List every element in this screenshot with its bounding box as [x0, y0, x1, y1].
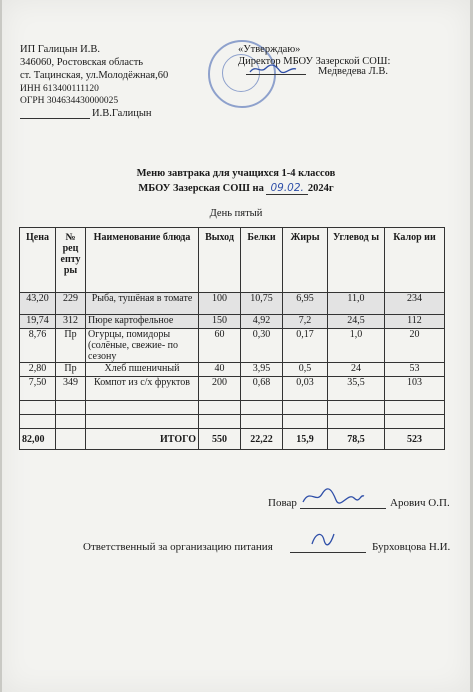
responsible-label: Ответственный за организацию питания — [83, 541, 273, 553]
supplier-signature: И.В.Галицын — [92, 108, 152, 119]
table-row: 43,20 229 Рыба, тушёная в томате 100 10,75 6,95 11,0 234 — [20, 293, 445, 315]
cook-name: Арович О.П. — [390, 497, 450, 509]
supplier-ogrn: ОГРН 304634430000025 — [20, 96, 119, 106]
header-calories: Калор ии — [385, 228, 445, 293]
responsible-name: Бурховцова Н.И. — [372, 541, 451, 553]
table-row: 8,76 Пр Огурцы, помидоры (солёные, свежие- по сезону 60 0,30 0,17 1,0 20 — [20, 329, 445, 363]
supplier-name: ИП Галицын И.В. — [20, 44, 100, 55]
header-fat: Жиры — [283, 228, 328, 293]
approval-name: Медведева Л.В. — [318, 66, 388, 77]
supplier-postal: 346060, Ростовская область — [20, 57, 144, 68]
menu-date: 09.02. — [266, 182, 307, 195]
menu-title: Меню завтрака для учащихся 1-4 классов — [136, 168, 336, 179]
document-sheet — [2, 0, 470, 692]
table-row: 2,80 Пр Хлеб пшеничный 40 3,95 0,5 24 53 — [20, 363, 445, 377]
table-row: 19,74 312 Пюре картофельное 150 4,92 7,2 24,5 112 — [20, 315, 445, 329]
header-portion: Выход — [199, 228, 241, 293]
header-recipe: № рец епту ры — [56, 228, 86, 293]
menu-day: День пятый — [209, 208, 263, 219]
header-carbs: Углевод ы — [328, 228, 385, 293]
header-dish: Наименование блюда — [86, 228, 199, 293]
responsible-signature — [308, 528, 338, 550]
supplier-signature-line — [20, 118, 90, 119]
table-total-row: 82,00 ИТОГО 550 22,22 15,9 78,5 523 — [20, 429, 445, 450]
approval-position: Директор МБОУ Зазерской СОШ: — [238, 56, 391, 67]
header-protein: Белки — [241, 228, 283, 293]
approval-label: «Утверждаю» — [238, 44, 301, 55]
cook-signature — [300, 486, 366, 508]
menu-table — [19, 227, 445, 450]
menu-subtitle: МБОУ Зазерская СОШ на 09.02. 2024г — [138, 182, 334, 194]
table-header-row — [20, 228, 445, 293]
table-row-empty — [20, 401, 445, 415]
table-row: 7,50 349 Компот из с/х фруктов 200 0,68 0,03 35,5 103 — [20, 377, 445, 401]
cook-label: Повар — [268, 497, 297, 509]
supplier-inn: ИНН 613400111120 — [20, 84, 99, 94]
table-row-empty — [20, 415, 445, 429]
header-price: Цена — [20, 228, 56, 293]
supplier-street: ст. Тацинская, ул.Молодёжная,60 — [20, 70, 169, 81]
